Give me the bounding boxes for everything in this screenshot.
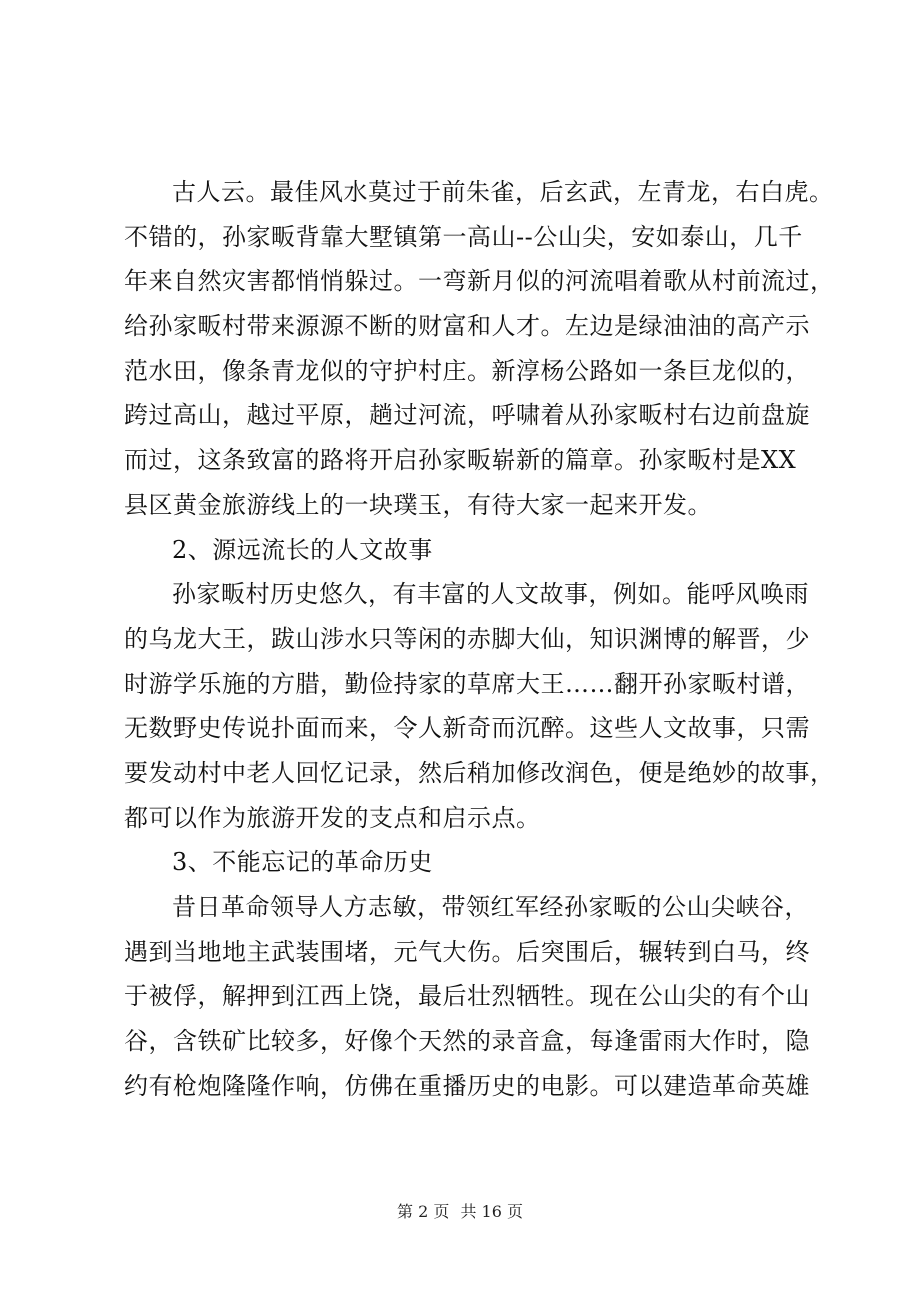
paragraph-line: 时游学乐施的方腊，勤俭持家的草席大王……翻开孙家畈村谱， bbox=[124, 669, 810, 698]
paragraph-line: 谷，含铁矿比较多，好像个天然的录音盒，每逢雷雨大作时，隐 bbox=[124, 1027, 810, 1056]
paragraph-line: 昔日革命领导人方志敏，带领红军经孙家畈的公山尖峡谷， bbox=[172, 893, 809, 921]
paragraph-line: 年来自然灾害都悄悄躲过。一弯新月似的河流唱着歌从村前流过， bbox=[124, 267, 835, 296]
section-heading: 2、源远流长的人文故事 bbox=[172, 535, 433, 564]
paragraph-line: 县区黄金旅游线上的一块璞玉，有待大家一起来开发。 bbox=[124, 490, 712, 519]
paragraph-line: 而过，这条致富的路将开启孙家畈崭新的篇章。孙家畈村是XX bbox=[124, 446, 797, 475]
paragraph-line: 给孙家畈村带来源源不断的财富和人才。左边是绿油油的高产示 bbox=[124, 312, 810, 341]
body-text bbox=[124, 170, 835, 1108]
paragraph-line: 无数野史传说扑面而来，令人新奇而沉醉。这些人文故事，只需 bbox=[124, 714, 810, 743]
page-number: 第 2 页 bbox=[397, 1202, 450, 1221]
paragraph-line: 不错的，孙家畈背靠大墅镇第一高山--公山尖，安如泰山，几千 bbox=[124, 222, 803, 251]
paragraph-line: 于被俘，解押到江西上饶，最后壮烈牺牲。现在公山尖的有个山 bbox=[124, 982, 810, 1011]
paragraph-line: 都可以作为旅游开发的支点和启示点。 bbox=[124, 803, 541, 832]
paragraph-line: 孙家畈村历史悠久，有丰富的人文故事，例如。能呼风唤雨 bbox=[172, 580, 809, 609]
paragraph-line: 的乌龙大王，跋山涉水只等闲的赤脚大仙，知识渊博的解晋，少 bbox=[124, 624, 810, 653]
paragraph-line: 约有枪炮隆隆作响，仿佛在重播历史的电影。可以建造革命英雄 bbox=[124, 1071, 810, 1100]
paragraph-line: 要发动村中老人回忆记录，然后稍加修改润色，便是绝妙的故事， bbox=[124, 758, 835, 787]
paragraph-line: 遇到当地地主武装围堵，元气大伤。后突围后，辗转到白马，终 bbox=[124, 937, 810, 966]
page-total: 共 16 页 bbox=[460, 1202, 523, 1221]
section-heading: 3、不能忘记的革命历史 bbox=[172, 848, 433, 877]
paragraph-line: 古人云。最佳风水莫过于前朱雀，后玄武，左青龙，右白虎。 bbox=[172, 178, 834, 206]
paragraph-line: 范水田，像条青龙似的守护村庄。新淳杨公路如一条巨龙似的， bbox=[124, 356, 810, 385]
page-footer bbox=[0, 1200, 920, 1224]
paragraph-line: 跨过高山，越过平原，趟过河流，呼啸着从孙家畈村右边前盘旋 bbox=[124, 401, 810, 430]
